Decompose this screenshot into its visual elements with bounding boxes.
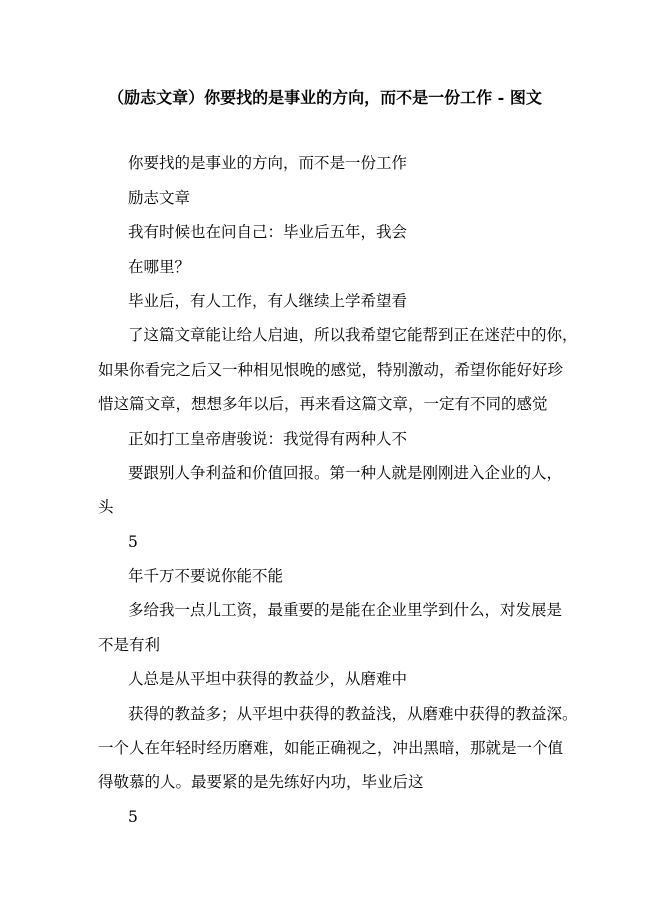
text-line: 了这篇文章能让给人启迪，所以我希望它能帮到正在迷茫中的你， <box>128 326 578 344</box>
text-line: 一个人在年轻时经历磨难，如能正确视之，冲出黑暗，那就是一个值 <box>98 739 564 757</box>
text-line: 获得的教益多；从平坦中获得的教益浅，从磨难中获得的教益深。 <box>128 705 578 723</box>
text-line: 如果你看完之后又一种相见恨晚的感觉，特别激动，希望你能好好珍 <box>98 361 564 379</box>
text-line: 你要找的是事业的方向，而不是一份工作 <box>128 154 408 172</box>
text-line: 正如打工皇帝唐骏说：我觉得有两种人不 <box>128 430 408 448</box>
text-line: 励志文章 <box>128 189 191 207</box>
text-line: 5 <box>128 533 138 551</box>
text-line: 毕业后，有人工作，有人继续上学希望看 <box>128 292 408 310</box>
text-line: 人总是从平坦中获得的教益少，从磨难中 <box>128 670 408 688</box>
document-title: （励志文章）你要找的是事业的方向，而不是一份工作 - 图文 <box>108 88 542 107</box>
text-line: 年千万不要说你能不能 <box>128 567 284 585</box>
text-line: 不是有利 <box>98 636 161 654</box>
text-line: 惜这篇文章，想想多年以后，再来看这篇文章，一定有不同的感觉 <box>98 395 548 413</box>
text-line: 在哪里？ <box>128 258 191 276</box>
text-line: 多给我一点儿工资，最重要的是能在企业里学到什么，对发展是 <box>128 601 563 619</box>
text-line: 得敬慕的人。最要紧的是先练好内功，毕业后这 <box>98 773 424 791</box>
text-line: 要跟别人争利益和价值回报。第一种人就是刚刚进入企业的人， <box>128 464 563 482</box>
text-line: 我有时候也在问自己：毕业后五年，我会 <box>128 223 408 241</box>
text-line: 头 <box>98 498 114 516</box>
text-line: 5 <box>128 808 138 826</box>
